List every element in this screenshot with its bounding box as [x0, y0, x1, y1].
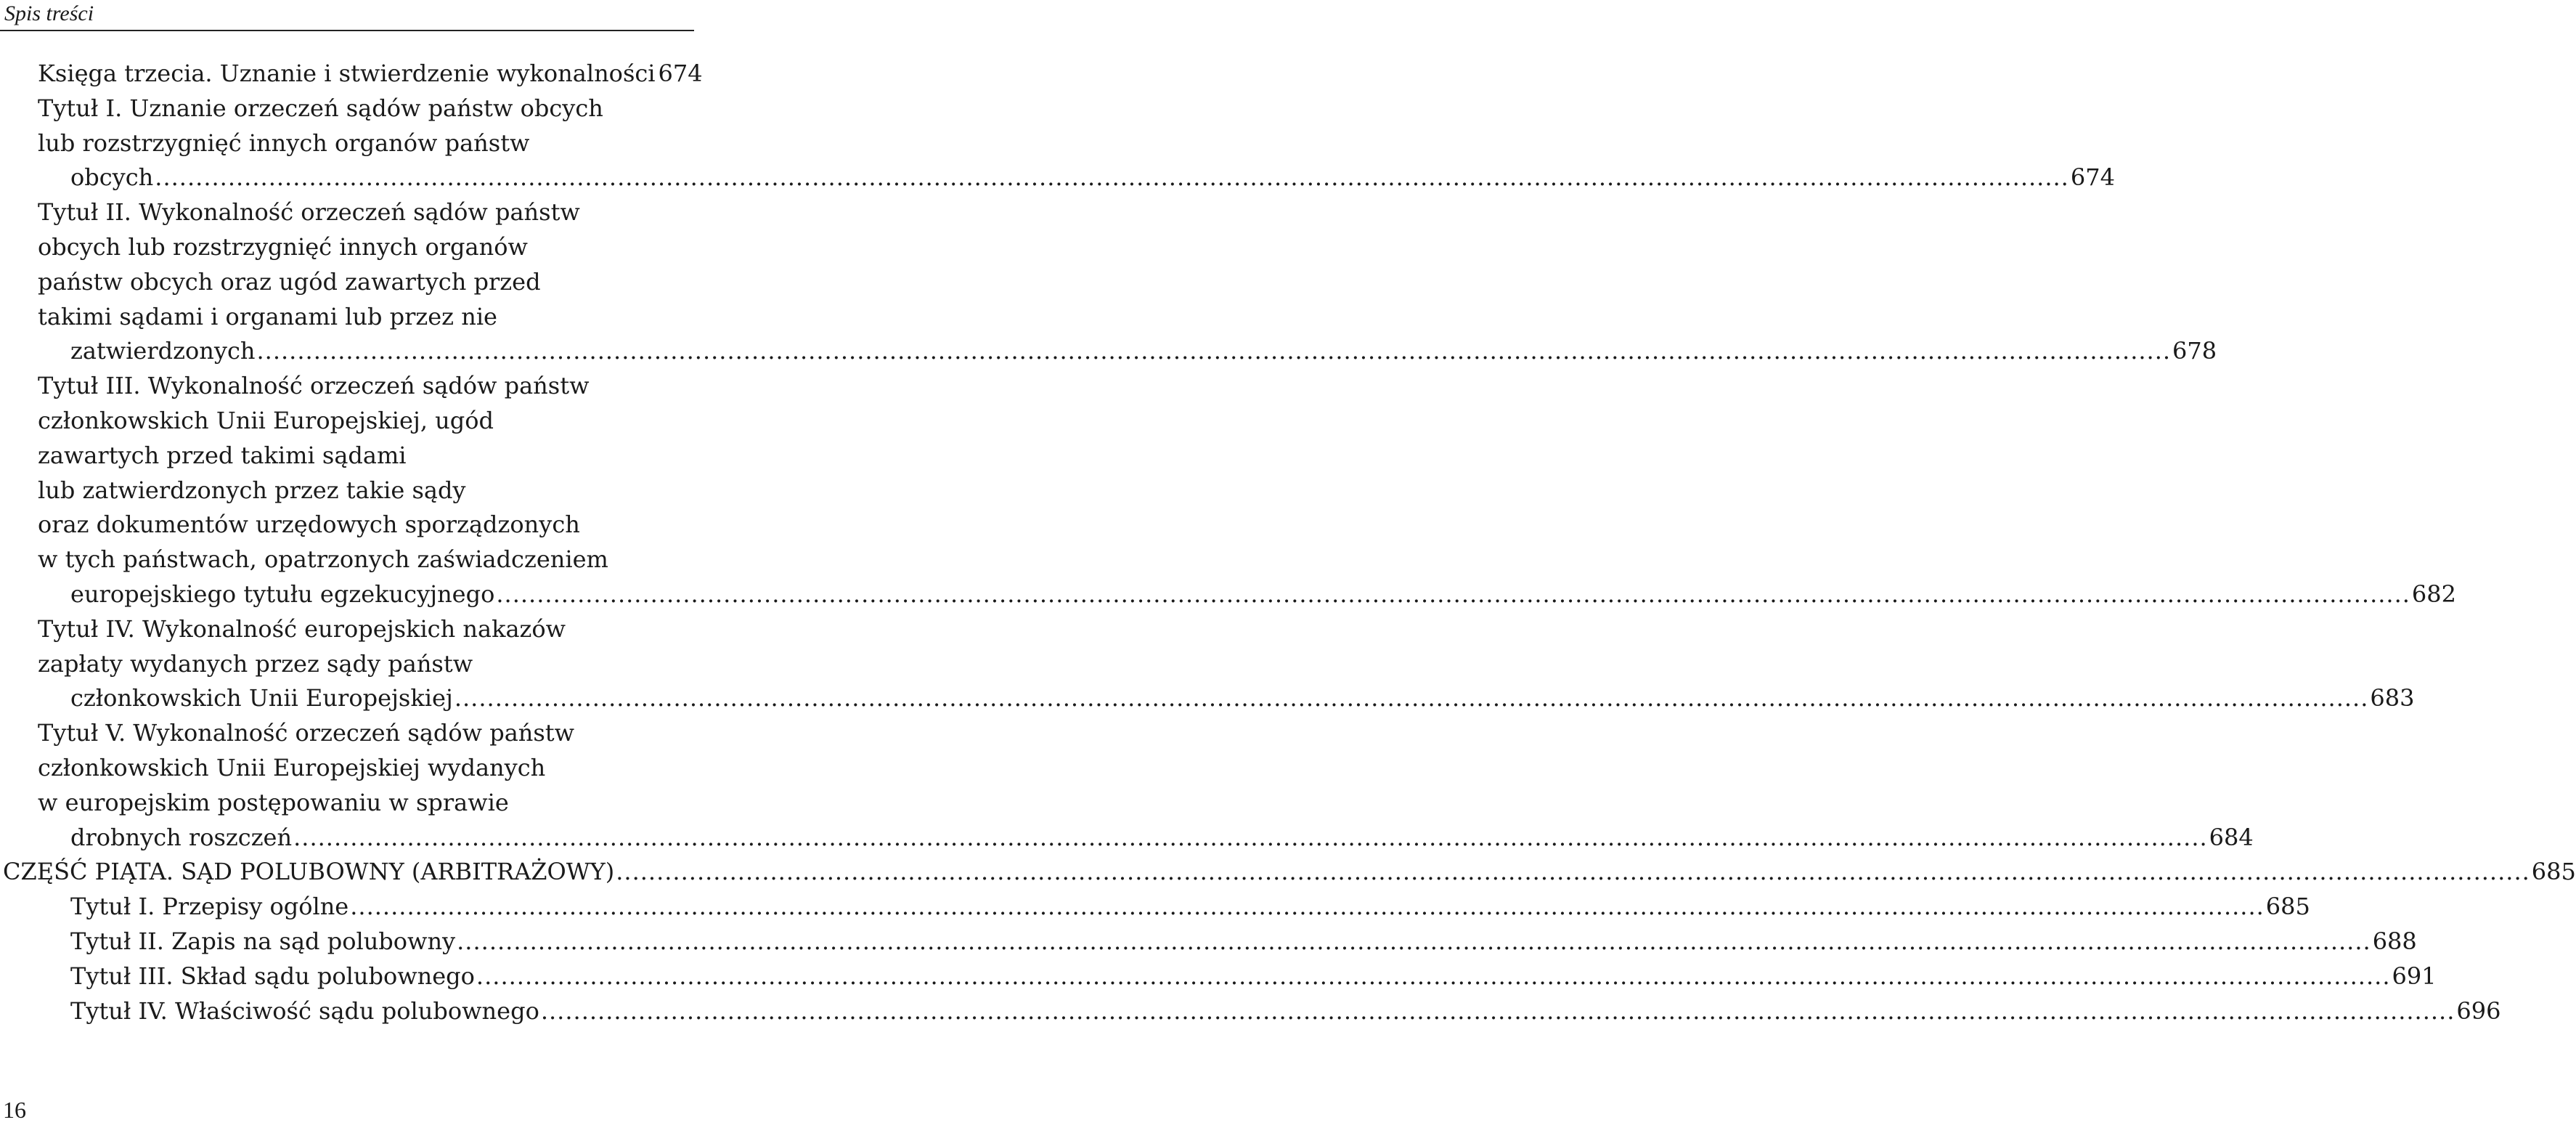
toc-page-number: 696	[2456, 996, 2501, 1025]
toc-entry-text: europejskiego tytułu egzekucyjnego	[70, 580, 495, 608]
dot-leader	[350, 890, 2265, 925]
toc-entry-text: lub zatwierdzonych przez takie sądy	[38, 476, 466, 504]
dot-leader	[155, 161, 2069, 195]
toc-entry-text: lub rozstrzygnięć innych organów państw	[38, 129, 530, 157]
toc-entry[interactable]	[0, 716, 2254, 855]
toc-entry-text: Tytuł I. Przepisy ogólne	[70, 893, 349, 921]
toc-entry-text: członkowskich Unii Europejskiej	[70, 684, 453, 712]
toc-entry[interactable]	[0, 959, 2437, 994]
dot-leader	[496, 577, 2410, 612]
toc-entry[interactable]	[0, 195, 2217, 369]
toc-page-number: 682	[2411, 580, 2456, 608]
toc-entry-last-line	[70, 959, 2437, 994]
toc-entry[interactable]	[0, 612, 2415, 716]
toc-page-number: 678	[2172, 337, 2217, 365]
toc-entry-text: państw obcych oraz ugód zawartych przed	[38, 267, 541, 296]
toc-entry-last-line	[70, 161, 2115, 195]
dot-leader	[476, 959, 2391, 994]
dot-leader	[455, 681, 2369, 716]
toc-entry-text: obcych	[70, 163, 154, 192]
toc-entry-text: członkowskich Unii Europejskiej, ugód	[38, 406, 494, 434]
toc-entry[interactable]	[0, 925, 2417, 959]
toc-entry[interactable]	[0, 369, 2456, 612]
toc-entry-last-line	[70, 890, 2310, 925]
toc-entry[interactable]	[0, 92, 2115, 195]
toc-entry[interactable]	[0, 890, 2310, 925]
toc-entry-text: takimi sądami i organami lub przez nie	[38, 302, 497, 330]
toc-page-number: 691	[2392, 962, 2437, 990]
toc-entry-last-line	[70, 994, 2501, 1029]
toc-entry-last-line	[38, 57, 703, 92]
toc-entry-text: zawartych przed takimi sądami	[38, 441, 407, 469]
dot-leader	[616, 855, 2530, 890]
header-rule	[0, 30, 694, 31]
toc-entry-text: Tytuł II. Wykonalność orzeczeń sądów państw	[38, 198, 580, 227]
dot-leader	[293, 821, 2208, 856]
toc-entry-text: CZĘŚĆ PIĄTA. SĄD POLUBOWNY (ARBITRAŻOWY)	[3, 858, 615, 886]
toc-entry-text: Tytuł II. Zapis na sąd polubowny	[70, 927, 456, 955]
toc-entry-text: Tytuł V. Wykonalność orzeczeń sądów państw	[38, 719, 575, 747]
toc-entry-last-line	[70, 925, 2417, 959]
toc-page-number: 684	[2209, 823, 2254, 851]
toc-page-number: 688	[2372, 927, 2417, 955]
toc-entry[interactable]	[0, 855, 2576, 890]
toc-entry-text: w tych państwach, opatrzonych zaświadczeniem	[38, 545, 608, 574]
table-of-contents	[0, 57, 2576, 1028]
toc-page-number: 685	[2531, 858, 2576, 886]
toc-page-number: 683	[2370, 684, 2415, 712]
toc-entry-last-line	[70, 334, 2217, 369]
toc-entry-text: Księga trzecia. Uznanie i stwierdzenie wykonalności	[38, 60, 656, 87]
toc-entry-last-line	[3, 855, 2576, 890]
toc-entry-text: w europejskim postępowaniu w sprawie	[38, 788, 509, 816]
toc-entry-text: Tytuł III. Skład sądu polubownego	[70, 962, 475, 990]
toc-entry-text: zatwierdzonych	[70, 337, 256, 365]
dot-leader	[541, 994, 2455, 1029]
toc-entry-last-line	[70, 681, 2415, 716]
dot-leader	[457, 925, 2371, 959]
toc-entry[interactable]	[0, 994, 2501, 1029]
running-head: Spis treści	[4, 1, 94, 25]
toc-entry[interactable]	[0, 57, 703, 92]
dot-leader	[256, 334, 2171, 369]
toc-entry-text: Tytuł III. Wykonalność orzeczeń sądów państw	[38, 372, 590, 400]
toc-entry-last-line	[70, 577, 2456, 612]
toc-entry-text: Tytuł IV. Wykonalność europejskich nakazów	[38, 614, 566, 643]
toc-entry-text: zapłaty wydanych przez sądy państw	[38, 649, 473, 678]
toc-entry-text: Tytuł I. Uznanie orzeczeń sądów państw obcych	[38, 94, 603, 122]
page-number: 16	[3, 1097, 26, 1123]
toc-entry-text: obcych lub rozstrzygnięć innych organów	[38, 232, 528, 261]
toc-entry-last-line	[70, 821, 2254, 856]
toc-page-number: 674	[658, 60, 703, 87]
toc-entry-text: Tytuł IV. Właściwość sądu polubownego	[70, 996, 539, 1025]
toc-page-number: 674	[2070, 163, 2115, 192]
toc-entry-text: członkowskich Unii Europejskiej wydanych	[38, 753, 546, 781]
toc-entry-text: oraz dokumentów urzędowych sporządzonych	[38, 511, 580, 539]
toc-page-number: 685	[2265, 893, 2310, 921]
toc-entry-text: drobnych roszczeń	[70, 823, 293, 851]
